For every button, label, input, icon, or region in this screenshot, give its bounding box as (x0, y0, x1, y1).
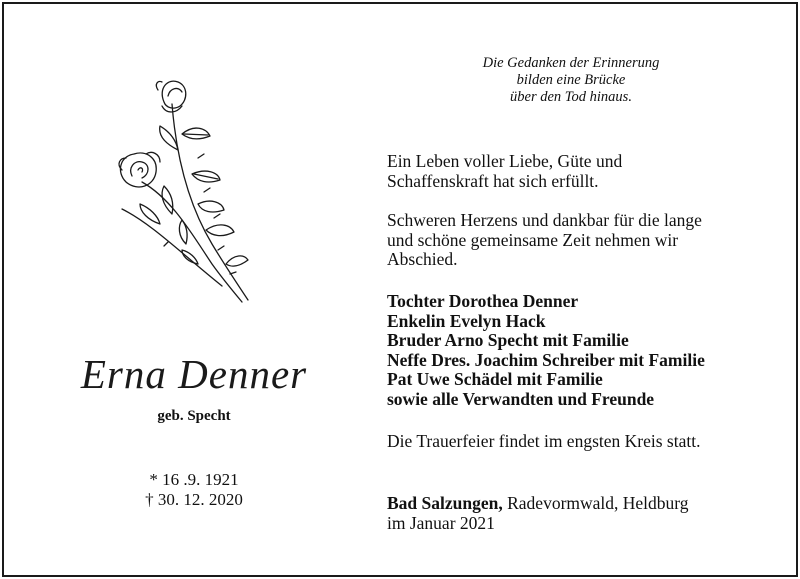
paragraph-line: Abschied. (387, 249, 458, 269)
quote-line: Die Gedanken der Erinnerung (482, 55, 660, 71)
deceased-name: Erna Denner (80, 351, 308, 397)
memorial-quote (416, 55, 726, 106)
life-dates (34, 470, 354, 510)
quote-line: über den Tod hinaus. (510, 89, 632, 105)
mourner-entry: Neffe Dres. Joachim Schreiber mit Familie (387, 349, 705, 370)
funeral-note: Die Trauerfeier findet im engsten Kreis statt. (387, 431, 701, 451)
mourner-entry: Enkelin Evelyn Hack (387, 310, 546, 331)
mourner-entry: sowie alle Verwandten und Freunde (387, 388, 655, 409)
quote-line: bilden eine Brücke (516, 72, 626, 88)
obituary-notice (2, 2, 798, 577)
mourner-entry: Pat Uwe Schädel mit Familie (387, 369, 603, 389)
rose-drawing-icon (102, 74, 262, 309)
notice-date: im Januar 2021 (387, 512, 495, 533)
mourner-entry: Bruder Arno Specht mit Familie (387, 330, 629, 350)
farewell-paragraph (387, 211, 787, 270)
birth-date: * 16 .9. 1921 (149, 470, 239, 489)
primary-place: Bad Salzungen, (387, 493, 503, 513)
paragraph-line: und schöne gemeinsame Zeit nehmen wir (387, 229, 679, 250)
place-and-date (387, 494, 787, 533)
paragraph-line: Ein Leben voller Liebe, Güte und (387, 151, 623, 171)
paragraph-line: Schweren Herzens und dankbar für die lange (387, 210, 702, 230)
tribute-paragraph (387, 152, 787, 191)
maiden-name: geb. Specht (157, 408, 231, 424)
place-line (387, 494, 787, 514)
other-places: Radevormwald, Heldburg (502, 493, 689, 513)
mourner-entry: Tochter Dorothea Denner (387, 291, 579, 311)
mourners-list (387, 292, 787, 409)
paragraph-line: Schaffenskraft hat sich erfüllt. (387, 170, 599, 191)
death-date: † 30. 12. 2020 (145, 490, 243, 509)
